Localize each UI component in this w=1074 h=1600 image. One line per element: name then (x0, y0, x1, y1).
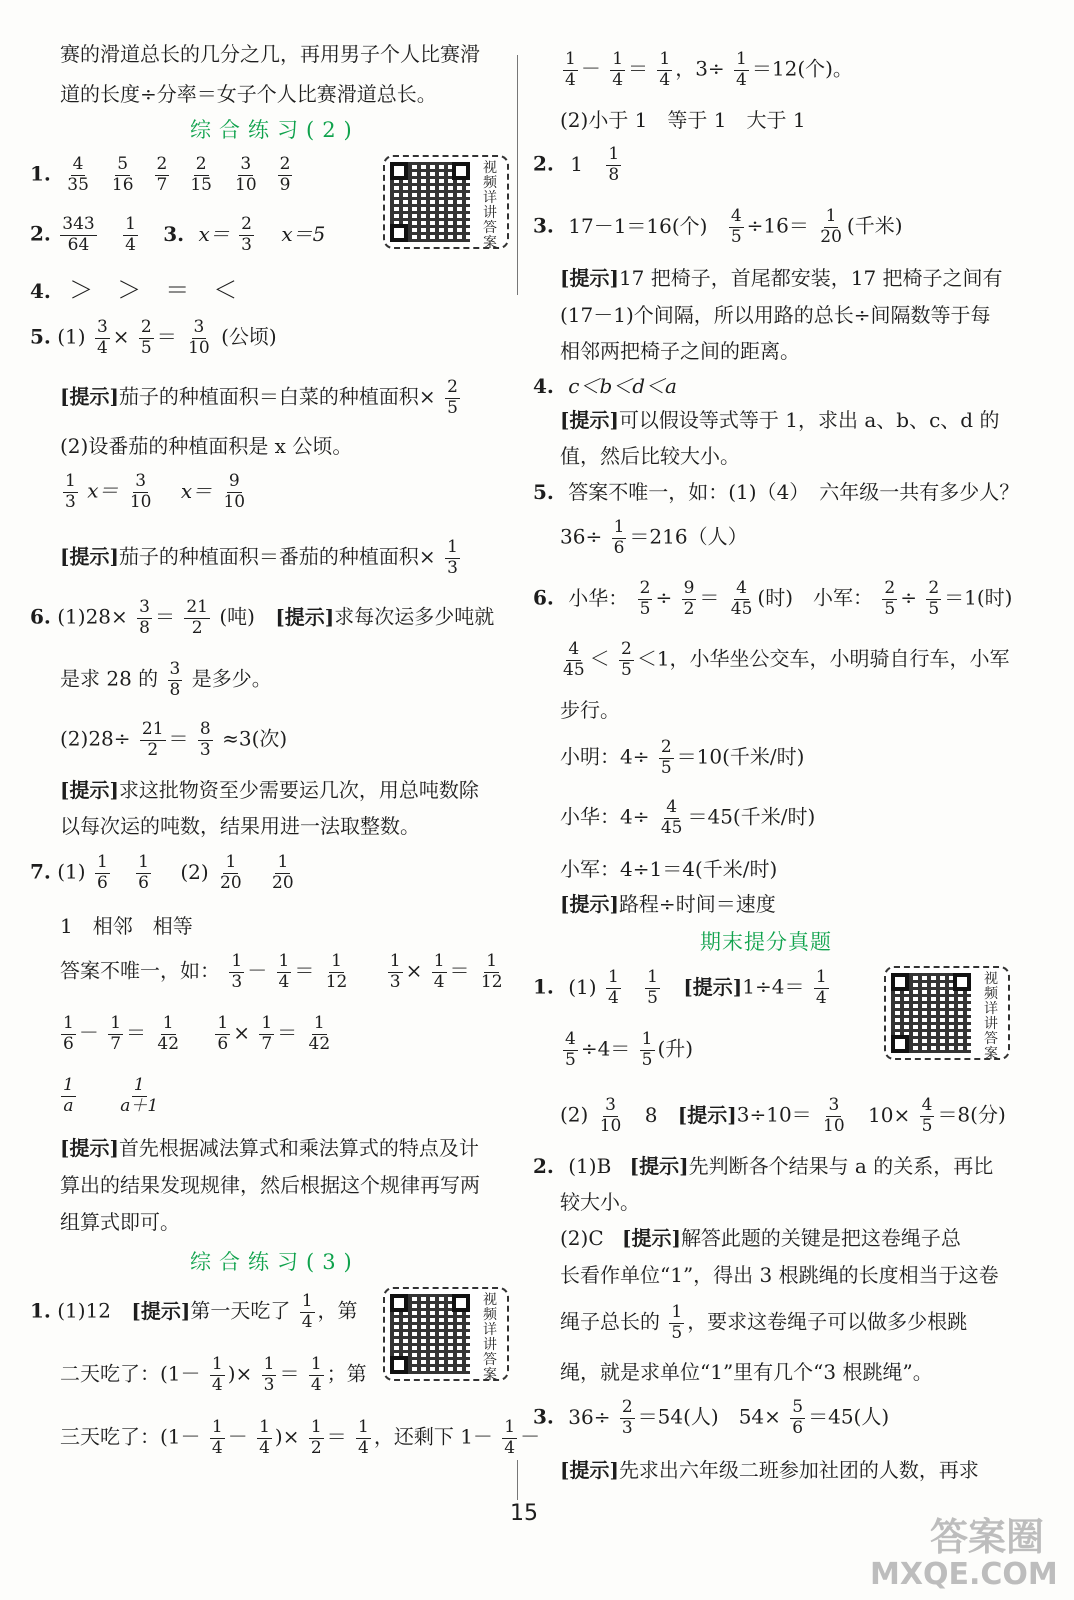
hint-text: 3÷10＝ (736, 1102, 812, 1127)
hint-text: 第一天吃了 (190, 1298, 291, 1323)
hint-label: [提示] (560, 1458, 619, 1482)
fraction: $\frac{1}{4}$ (433, 951, 445, 992)
q6-hint-2a (60, 780, 479, 800)
text: ＝45(千米/时) (687, 804, 816, 829)
watermark-url: MXQE.COM (870, 1557, 1058, 1592)
fraction: $\frac{1}{6}$ (217, 1013, 229, 1054)
fraction: $\frac{5}{6}$ (792, 1397, 804, 1438)
column-divider (517, 55, 518, 295)
fraction: $\frac{4}{45}$ (563, 639, 585, 680)
answer: (1)12 (57, 1298, 112, 1323)
text: ＝54(人) 54× (637, 1404, 781, 1429)
q-number: 6. (533, 585, 554, 610)
q7-general (58, 1076, 163, 1116)
text: 答案不唯一，如： (60, 958, 220, 983)
qr-label: 视频详讲答案 (984, 971, 998, 1062)
text: ，第 (317, 1298, 358, 1323)
answer: (1)B (568, 1154, 612, 1178)
q-number: 5. (533, 480, 554, 504)
fraction: $\frac{4}{45}$ (730, 578, 753, 619)
equation-text: ≈3(次) (222, 726, 288, 751)
fraction: $\frac{1}{4}$ (612, 49, 624, 90)
text: ，还剩下 1－ (373, 1424, 493, 1449)
hint-text: 求这批物资至少需要运几次，用总吨数除 (118, 778, 479, 802)
sub-label: (1) (568, 974, 597, 999)
fraction: $\frac{1}{6}$ (96, 852, 108, 893)
fraction: $\frac{1}{4}$ (278, 951, 290, 992)
answer: 1 (570, 151, 583, 176)
unit: (升) (657, 1036, 694, 1061)
r-q6-hint (560, 894, 776, 914)
q7-line-2: 1 相邻 相等 (60, 914, 193, 938)
q-number: 3. (533, 1404, 554, 1429)
comparison-signs: ＞ ＞ ＝ ＜ (69, 276, 238, 304)
hint-text: 首先根据减法算式和乘法算式的特点及计 (118, 1136, 479, 1160)
hint-label: [提示] (622, 1226, 681, 1250)
r-q5-eq (560, 518, 748, 558)
fraction: $\frac{3}{10}$ (823, 1095, 845, 1136)
qr-code[interactable] (383, 155, 509, 249)
hint-text: 先求出六年级二班参加社团的人数，再求 (618, 1458, 979, 1482)
fraction: $\frac{1}{4}$ (504, 1417, 516, 1458)
equation-text: x＝ (87, 478, 119, 503)
hint-text: 可以假设等式等于 1，求出 a、b、c、d 的 (618, 408, 1000, 432)
r-q3-row (533, 207, 903, 247)
fraction: $\frac{1}{7}$ (261, 1013, 273, 1054)
q-number: 2. (533, 1154, 554, 1178)
text: ，要求这卷绳子可以做多少根跳 (687, 1309, 968, 1334)
q4-row (30, 278, 237, 302)
q-number: 4. (533, 374, 554, 398)
r-line-1: $\frac{1}{4}$ － $\frac{1}{4}$ ＝ $\frac{1}{4}$ ，3÷ $\frac{1}{4}$ ＝12(个)。 (565, 49, 853, 90)
fraction: $\frac{1}{3}$ (231, 951, 243, 992)
hint-text: 解答此题的关键是把这卷绳子总 (680, 1226, 961, 1250)
r-q3-hint-a (560, 268, 1003, 288)
sub-label: (1) (57, 859, 86, 884)
q7-example-1: 答案不唯一，如： $\frac{1}{3}$ － $\frac{1}{4}$ ＝ $\frac{1}{12}$ $\frac{1}{3}$ × $\frac{1}{4}$ ＝ $\frac{1}{12}$ (60, 951, 503, 992)
fraction: $\frac{4}{5}$ (565, 1029, 576, 1070)
fraction: $\frac{1}{a+1}$ (120, 1075, 159, 1116)
equation-text: 36÷ (560, 524, 603, 549)
fraction: $\frac{1}{2}$ (310, 1417, 322, 1458)
text: 是多少。 (191, 666, 272, 691)
hint-text: 茄子的种植面积＝白菜的种植面积× (118, 384, 436, 409)
fraction: $\frac{1}{4}$ (358, 1417, 369, 1458)
q-number: 4. (30, 279, 51, 303)
fraction: $\frac{3}{8}$ (139, 597, 150, 638)
s3-q1-line-2: 二天吃了：(1－ $\frac{1}{4}$ )× $\frac{1}{3}$ ＝ $\frac{1}{4}$ ；第 (60, 1354, 367, 1395)
fraction: $\frac{1}{3}$ (65, 471, 76, 512)
text: ＜1，小华坐公交车，小明骑自行车，小军 (636, 646, 1010, 671)
fraction: $\frac{21}{2}$ (186, 597, 208, 638)
fraction: $\frac{1}{20}$ (220, 852, 242, 893)
s3-q1-line-3: 三天吃了：(1－ $\frac{1}{4}$ － $\frac{1}{4}$ )× $\frac{1}{2}$ ＝ $\frac{1}{4}$ ，还剩下 1－ $\frac{1}{4}$ － (60, 1417, 541, 1458)
text: ÷4＝ (580, 1036, 631, 1061)
unit: (吨) (219, 604, 255, 629)
fraction: $\frac{1}{3}$ (389, 951, 401, 992)
equation-text: ＝216（人） (629, 524, 748, 549)
hint-label: [提示] (60, 544, 119, 569)
intro-line-1: 赛的滑道总长的几分之几，再用男子个人比赛滑 (60, 42, 480, 66)
text: ；第 (326, 1361, 367, 1386)
q-number: 6. (30, 604, 51, 629)
fraction: $\frac{1}{12}$ (480, 951, 503, 992)
text: ＝45(人) (808, 1404, 890, 1429)
hint-label: [提示] (275, 604, 335, 629)
f-q2-row (533, 1156, 993, 1176)
hint-text: 17 把椅子，首尾都安装，17 把椅子之间有 (618, 266, 1003, 290)
r-q3-hint-b: (17－1)个间隔，所以用路的总长÷间隔数等于每 (560, 303, 991, 327)
text: 三天吃了：(1－ (60, 1424, 201, 1449)
q-number: 7. (30, 859, 51, 884)
q7-row (30, 853, 299, 893)
fraction: $\frac{2}{3}$ (241, 214, 252, 255)
fraction: $\frac{2}{5}$ (660, 737, 672, 778)
fraction: $\frac{1}{5}$ (671, 1302, 683, 1343)
fraction: $\frac{1}{6}$ (613, 517, 625, 558)
fraction: $\frac{1}{6}$ (63, 1013, 74, 1054)
q7-hint-a (60, 1138, 479, 1158)
q-number: 2. (533, 151, 554, 176)
fraction: $\frac{21}{2}$ (141, 719, 164, 760)
r-line-2: (2)小于 1 等于 1 大于 1 (560, 108, 806, 132)
r-q6-compare: $\frac{4}{45}$ ＜ $\frac{2}{5}$ ＜1，小华坐公交车，小明骑自行车，小军 (563, 639, 1010, 680)
f-q2-line-2: 较大小。 (560, 1190, 640, 1214)
r-q2-row (533, 145, 624, 185)
fraction: $\frac{1}{12}$ (325, 951, 348, 992)
r-q6-hua (560, 798, 815, 838)
fraction: $\frac{1}{5}$ (647, 967, 658, 1008)
f-q3-row (533, 1398, 889, 1438)
fraction: $\frac{2}{9}$ (279, 154, 291, 195)
text: 36÷ (568, 1404, 611, 1429)
section-title-3: 综合练习(3) (190, 1250, 360, 1274)
hint-label: [提示] (60, 778, 119, 802)
f-q3-hint (560, 1460, 979, 1480)
q5-equation (60, 472, 250, 512)
watermark-logo-text: 答案圈 (930, 1515, 1045, 1559)
text: ＝12(个)。 (751, 56, 853, 81)
fraction: $\frac{9}{2}$ (683, 578, 695, 619)
text: 小明：4÷ (560, 744, 650, 769)
q-number: 5. (30, 324, 51, 349)
q-number: 3. (163, 221, 185, 246)
page-number: 15 (510, 1501, 538, 1526)
r-q6-ming (560, 738, 804, 778)
fraction: $\frac{9}{10}$ (223, 471, 246, 512)
fraction: $\frac{1}{4}$ (565, 49, 576, 90)
q7-hint-b: 算出的结果发现规律，然后根据这个规律再写两 (60, 1173, 480, 1197)
hint-label: [提示] (560, 892, 619, 916)
r-q4-hint-a (560, 410, 999, 430)
fraction: $\frac{1}{3}$ (447, 537, 458, 578)
qr-label: 视频详讲答案 (483, 1292, 497, 1383)
hint-text: 茄子的种植面积＝番茄的种植面积× (118, 544, 436, 569)
sub-label: (1) (57, 324, 86, 349)
f-q1-part2 (560, 1096, 1006, 1136)
r-q5-row (533, 482, 1019, 502)
equation-text: x＝5 (281, 221, 326, 246)
hint-label: [提示] (560, 266, 619, 290)
fraction: $\frac{1}{42}$ (308, 1013, 331, 1054)
fraction: $\frac{3}{4}$ (96, 317, 108, 358)
text: 是求 28 的 (60, 666, 159, 691)
fraction: $\frac{1}{4}$ (211, 1354, 223, 1395)
text: ，3÷ (675, 56, 725, 81)
answer: 8 (644, 1102, 658, 1127)
hint-label: [提示] (683, 974, 743, 999)
watermark (870, 1515, 1065, 1598)
hint-text: 先判断各个结果与 a 的关系，再比 (688, 1154, 994, 1178)
text: ＝1(时) (944, 585, 1013, 610)
q5-part2: (2)设番茄的种植面积是 x 公顷。 (60, 434, 353, 458)
answer: 答案不唯一，如：(1)（4） 六年级一共有多少人？ (568, 480, 1020, 504)
fraction: $\frac{1}{4}$ (659, 49, 671, 90)
fraction: $\frac{5}{16}$ (111, 154, 134, 195)
text: 绳子总长的 (560, 1309, 660, 1334)
r-q4-row (533, 376, 677, 396)
f-q1-row (533, 968, 832, 1008)
equation-text: (2)28÷ (60, 726, 131, 751)
f-q1-eq (560, 1030, 693, 1070)
hint-label: [提示] (131, 1298, 191, 1323)
q-number: 1. (30, 1298, 51, 1323)
intro-line-2: 道的长度÷分率＝女子个人比赛滑道总长。 (60, 82, 437, 106)
fraction: $\frac{3}{10}$ (235, 154, 257, 195)
q-number: 3. (533, 213, 554, 238)
hint-label: [提示] (60, 384, 119, 409)
fraction: $\frac{1}{4}$ (125, 214, 136, 255)
equation-text: 17－1＝16(个) (568, 213, 708, 238)
fraction: $\frac{3}{10}$ (599, 1095, 622, 1136)
fraction: $\frac{2}{5}$ (928, 578, 940, 619)
q6-line-2 (60, 660, 272, 700)
fraction: $\frac{343}{64}$ (62, 214, 95, 255)
r-q4-hint-b: 值，然后比较大小。 (560, 444, 740, 468)
f-q2-line-4: 长看作单位“1”，得出 3 根跳绳的长度相当于这卷 (560, 1263, 999, 1287)
fraction: $\frac{2}{3}$ (621, 1397, 633, 1438)
q6-part2: (2)28÷ $\frac{21}{2}$ ＝ $\frac{8}{3}$ ≈3(次) (60, 719, 288, 760)
fraction: $\frac{4}{5}$ (730, 206, 742, 247)
f-q2-part2 (560, 1228, 961, 1248)
q-number: 1. (30, 161, 51, 186)
fraction: $\frac{1}{5}$ (641, 1029, 653, 1070)
hint-label: [提示] (629, 1154, 689, 1178)
fraction: $\frac{8}{3}$ (199, 719, 211, 760)
equation-text: ÷16＝ (746, 213, 809, 238)
text: 10× (868, 1102, 911, 1127)
section-title-final: 期末提分真题 (700, 930, 832, 954)
fraction: $\frac{1}{8}$ (608, 144, 620, 185)
q6-hint-2b: 以每次运的吨数，结果用进一法取整数。 (60, 814, 420, 838)
column-divider-bottom (517, 1460, 518, 1500)
hint-label: [提示] (677, 1102, 737, 1127)
f-q2-line-6: 绳，就是求单位“1”里有几个“3 根跳绳”。 (560, 1360, 933, 1384)
fraction: $\frac{2}{5}$ (884, 578, 896, 619)
text: 小华：4÷ (560, 804, 650, 829)
text: ＝8(分) (937, 1102, 1006, 1127)
equation-text: x＝ (198, 221, 230, 246)
answer: c＜b＜d＜a (568, 374, 677, 398)
equation-text: x＝ (180, 478, 213, 503)
fraction: $\frac{1}{4}$ (815, 967, 827, 1008)
fraction: $\frac{1}{4}$ (259, 1417, 270, 1458)
q2-row (30, 215, 325, 255)
s3-q1-row (30, 1292, 358, 1332)
fraction: $\frac{2}{5}$ (639, 578, 651, 619)
r-q6-row: 6. 小华： $\frac{2}{5}$ ÷ $\frac{9}{2}$ ＝ $\frac{4}{45}$ (时) 小军： $\frac{2}{5}$ ÷ $\frac{2}{5}$ ＝1(时) (533, 578, 1013, 619)
hint-text: 求每次运多少吨就 (334, 604, 495, 629)
fraction: $\frac{2}{5}$ (447, 377, 458, 418)
sub-label: (2) (180, 859, 209, 884)
text: (时) 小军： (757, 585, 873, 610)
fraction: $\frac{3}{10}$ (129, 471, 152, 512)
fraction: $\frac{1}{7}$ (110, 1013, 122, 1054)
r-q3-hint-c: 相邻两把椅子之间的距离。 (560, 339, 800, 363)
unit: (公顷) (221, 324, 277, 349)
hint-text: 路程÷时间＝速度 (618, 892, 776, 916)
fraction: $\frac{1}{4}$ (310, 1354, 322, 1395)
q6-row: 6. (1)28× $\frac{3}{8}$ ＝ $\frac{21}{2}$ (吨) [提示]求每次运多少吨就 (30, 597, 495, 638)
fraction: $\frac{1}{a}$ (63, 1075, 74, 1116)
r-q6-jun: 小军：4÷1＝4(千米/时) (560, 857, 778, 881)
text: 二天吃了：(1－ (60, 1361, 201, 1386)
fraction: $\frac{1}{4}$ (211, 1417, 223, 1458)
fraction: $\frac{1}{4}$ (736, 49, 747, 90)
q5-hint-1 (60, 378, 463, 418)
section-title-2: 综合练习(2) (190, 118, 360, 142)
fraction: $\frac{3}{10}$ (188, 317, 210, 358)
q7-example-2: $\frac{1}{6}$ － $\frac{1}{7}$ ＝ $\frac{1}{42}$ $\frac{1}{6}$ × $\frac{1}{7}$ ＝ $\frac{1}{42}$ (63, 1013, 331, 1054)
fraction: $\frac{3}{8}$ (169, 659, 181, 700)
q1-fractions (57, 154, 295, 195)
hint-label: [提示] (60, 1136, 119, 1160)
fraction: $\frac{1}{6}$ (138, 852, 149, 893)
text: 小华： (568, 585, 629, 610)
q5-hint-2 (60, 538, 463, 578)
f-q2-line-5 (560, 1303, 967, 1343)
fraction: $\frac{4}{5}$ (921, 1095, 933, 1136)
qr-code[interactable] (884, 966, 1010, 1060)
equation-text: (1)28× (57, 604, 128, 629)
qr-code[interactable] (383, 1287, 509, 1381)
fraction: $\frac{1}{4}$ (607, 967, 619, 1008)
q7-hint-c: 组算式即可。 (60, 1210, 180, 1234)
fraction: $\frac{1}{42}$ (157, 1013, 180, 1054)
text: ＝10(千米/时) (676, 744, 805, 769)
q5-row: 5. (1) $\frac{3}{4}$ × $\frac{2}{5}$ ＝ $\frac{3}{10}$ (公顷) (30, 317, 277, 358)
fraction: $\frac{1}{20}$ (820, 206, 842, 247)
answer: (2)C (560, 1226, 604, 1250)
fraction: $\frac{4}{45}$ (660, 797, 683, 838)
unit: (千米) (846, 213, 903, 238)
fraction: $\frac{1}{3}$ (263, 1354, 275, 1395)
fraction: $\frac{1}{4}$ (301, 1291, 313, 1332)
fraction: $\frac{2}{7}$ (156, 154, 168, 195)
r-q6-walk: 步行。 (560, 698, 620, 722)
fraction: $\frac{4}{35}$ (67, 154, 89, 195)
fraction: $\frac{2}{5}$ (621, 639, 632, 680)
fraction: $\frac{1}{20}$ (272, 852, 294, 893)
hint-text: 1÷4＝ (742, 974, 805, 999)
sub-label: (2) (560, 1102, 589, 1127)
hint-label: [提示] (560, 408, 619, 432)
q1-row (30, 155, 295, 195)
q-number: 1. (533, 974, 554, 999)
q-number: 2. (30, 221, 51, 246)
fraction: $\frac{2}{5}$ (140, 317, 152, 358)
qr-label: 视频详讲答案 (483, 160, 497, 251)
fraction: $\frac{2}{15}$ (190, 154, 212, 195)
